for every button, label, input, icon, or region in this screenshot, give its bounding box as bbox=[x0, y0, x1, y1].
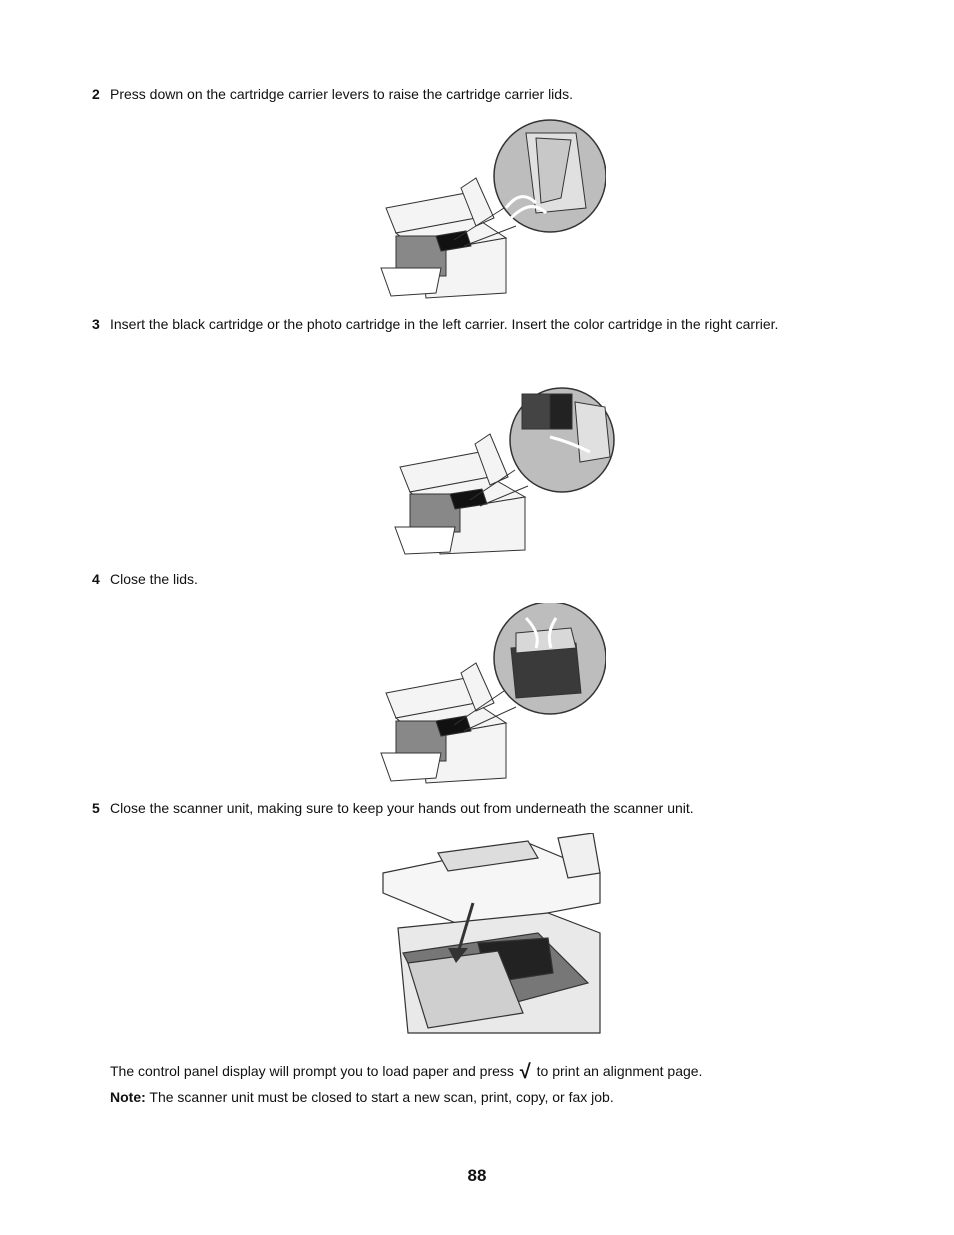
printer-illustration-close-lids bbox=[376, 603, 606, 785]
note bbox=[110, 1088, 614, 1106]
step-text: Insert the black cartridge or the photo cartridge in the left carrier. Insert the color cartridge in the right carrier. bbox=[110, 316, 779, 332]
page-number: 88 bbox=[467, 1166, 487, 1185]
printer-illustration-insert-cartridges bbox=[390, 382, 622, 558]
step-number: 2 bbox=[92, 86, 100, 102]
printer-illustration-levers bbox=[376, 118, 606, 300]
checkmark-icon: √ bbox=[519, 1061, 531, 1083]
printer-illustration-close-scanner bbox=[378, 833, 602, 1036]
step-3 bbox=[92, 315, 778, 333]
step-5 bbox=[92, 799, 694, 817]
prompt-after: to print an alignment page. bbox=[536, 1063, 703, 1079]
step-text: Press down on the cartridge carrier levers to raise the cartridge carrier lids. bbox=[110, 86, 573, 102]
step-number: 3 bbox=[92, 316, 100, 332]
step-2 bbox=[92, 85, 573, 103]
note-label: Note: bbox=[110, 1089, 146, 1105]
note-text: The scanner unit must be closed to start a new scan, print, copy, or fax job. bbox=[149, 1089, 614, 1105]
step-number: 4 bbox=[92, 571, 100, 587]
prompt-text bbox=[110, 1061, 703, 1083]
step-number: 5 bbox=[92, 800, 100, 816]
step-4 bbox=[92, 570, 198, 588]
prompt-before: The control panel display will prompt you to load paper and press bbox=[110, 1063, 514, 1079]
step-text: Close the lids. bbox=[110, 571, 198, 587]
step-text: Close the scanner unit, making sure to keep your hands out from underneath the scanner unit. bbox=[110, 800, 694, 816]
